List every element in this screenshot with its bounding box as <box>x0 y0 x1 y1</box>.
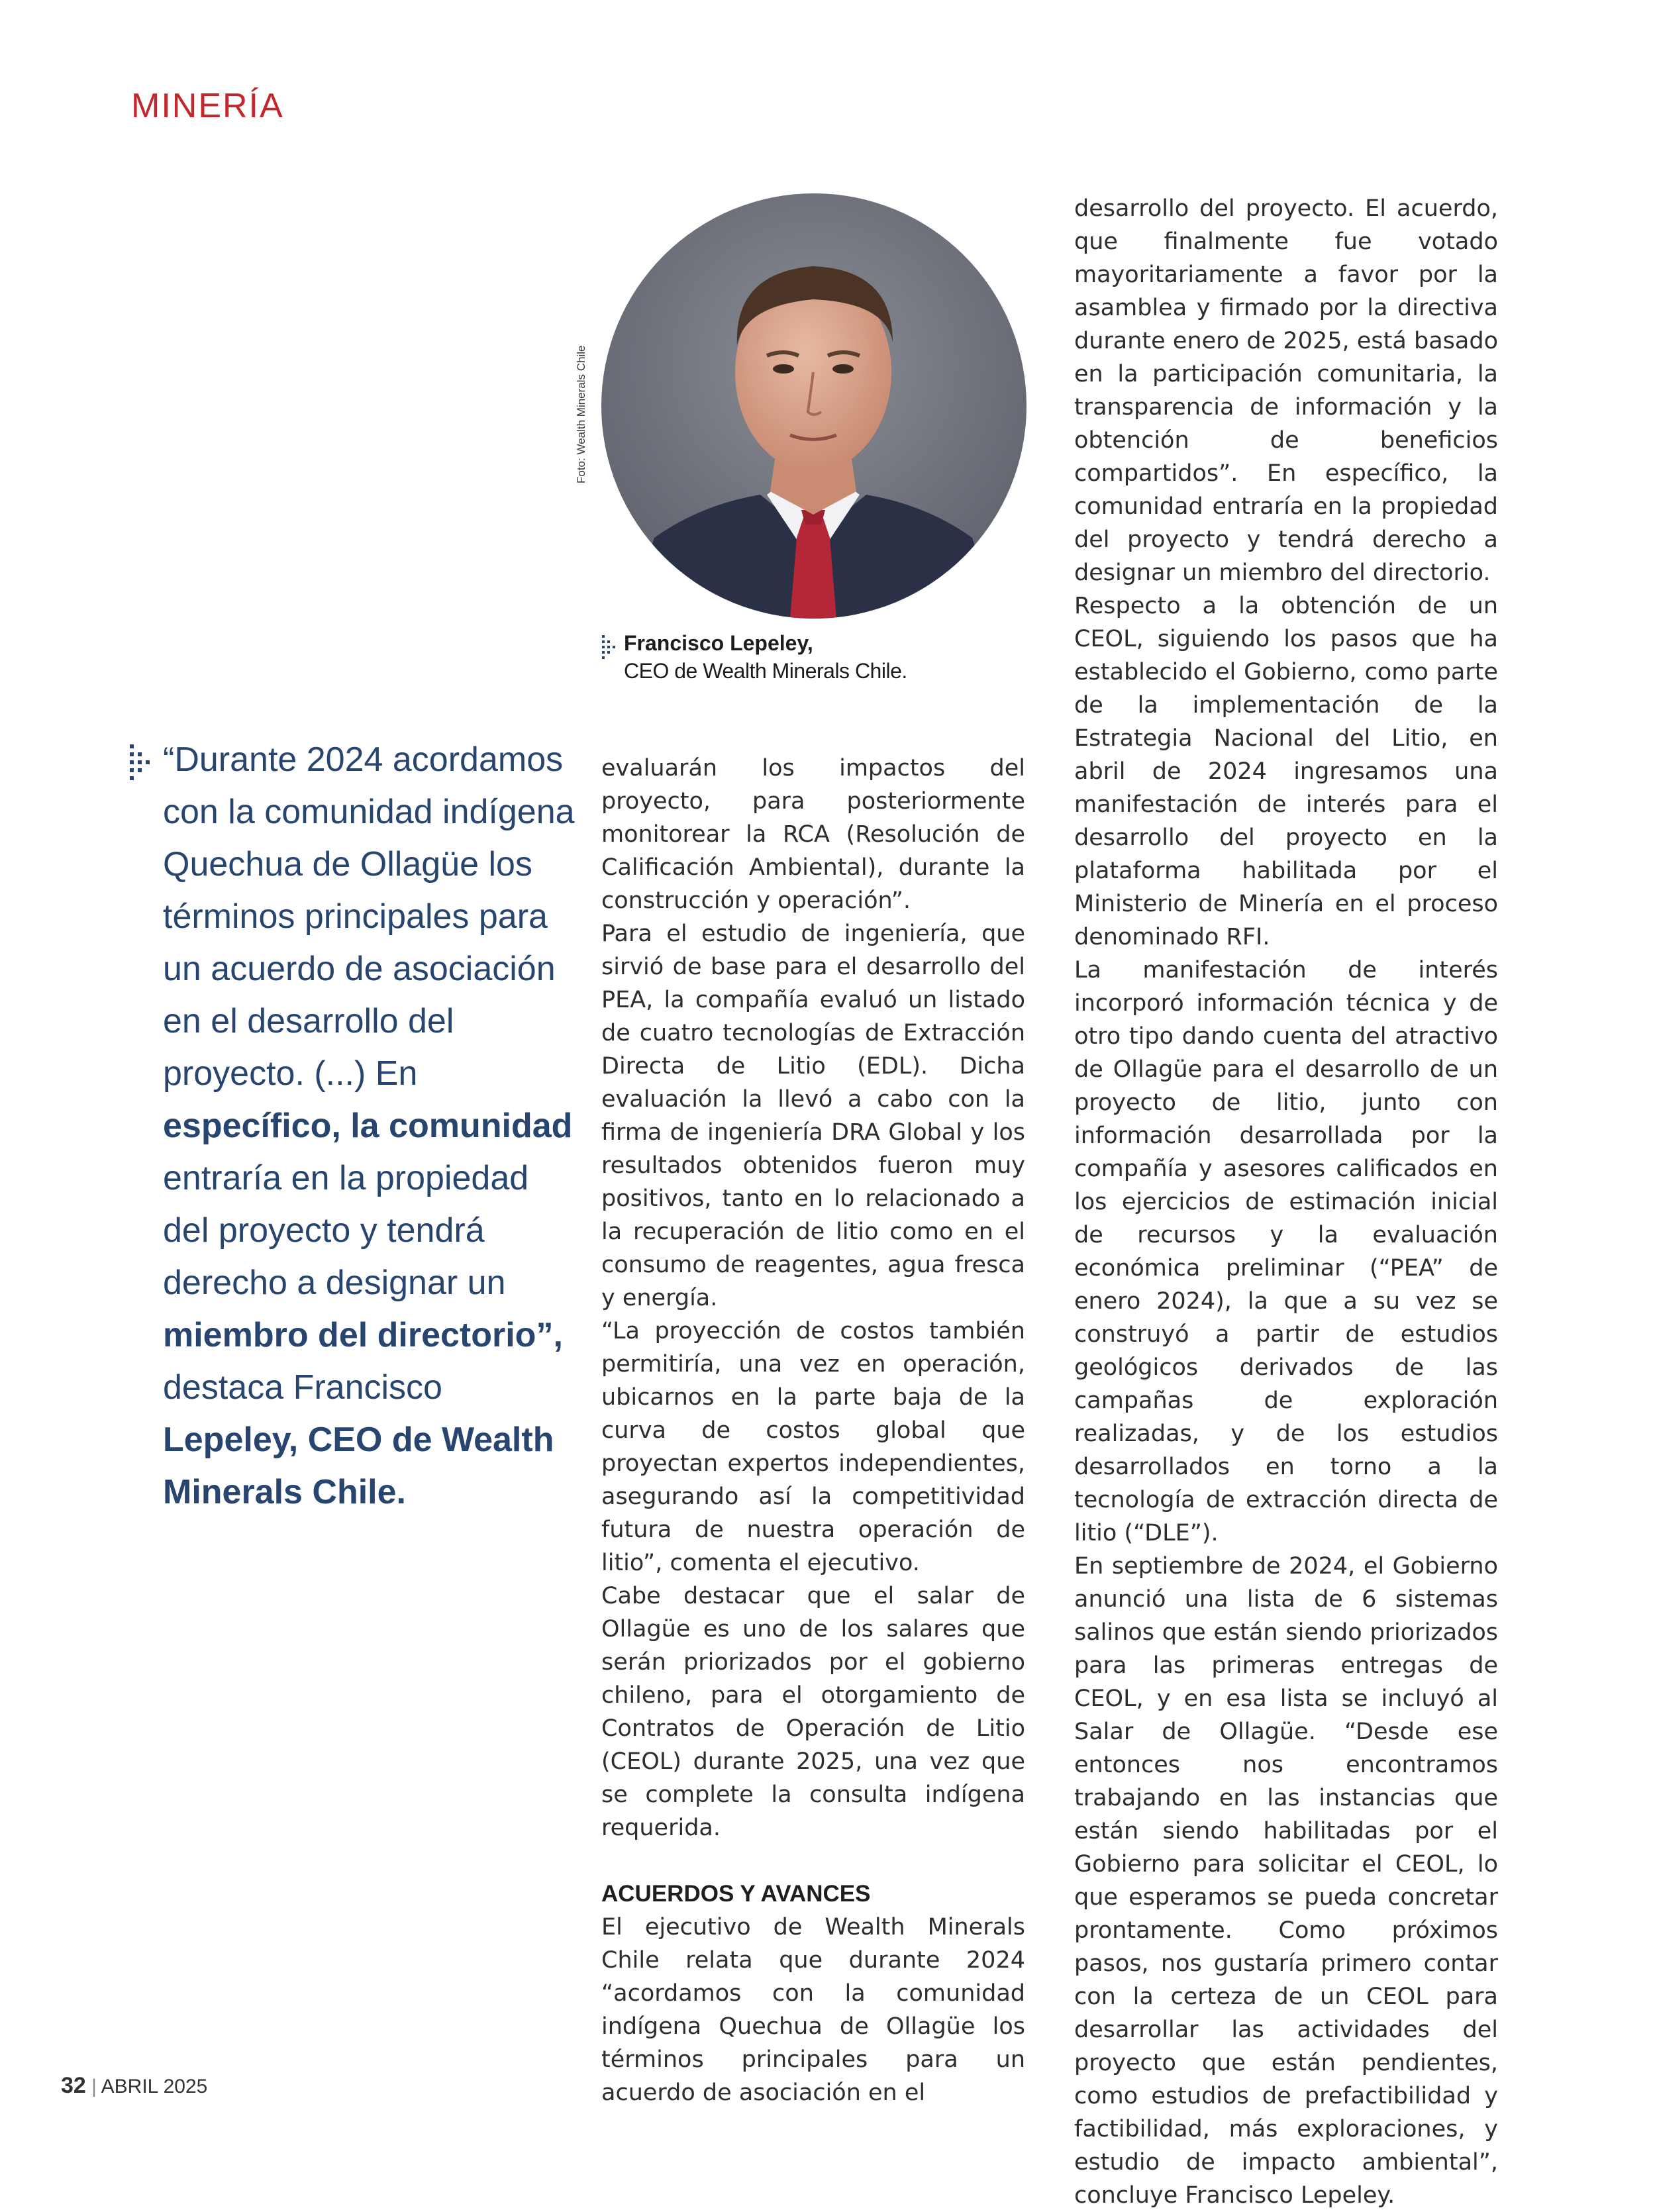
paragraph: En septiembre de 2024, el Gobierno anunció una lista de 6 sistemas salinos que están siendo priorizados para las primeras entregas de CEOL, y en esa lista se incluyó al Salar de Ollagüe. “Desde ese entonces nos encontramos trabajando en las instancias que están siendo habilitadas por el Gobierno para solicitar el CEOL, lo que esperamos se pueda concretar prontamente. Como próximos pasos, nos gustaría primero contar con la certeza de un CEOL para desarrollar las actividades del proyecto que están pendientes, como estudios de prefactibilidad y factibilidad, más exploraciones, y estudio de impacto ambiental”, concluye Francisco Lepeley. <box>1074 1553 1498 2209</box>
section-title: MINERÍA <box>131 87 284 125</box>
footer-separator: | <box>91 2076 97 2097</box>
paragraph: “La proyección de costos también permitiría, una vez en operación, ubicarnos en la parte baja de la curva de costos global que proyectan expertos independientes, asegurando así la competitividad futura de nuestra operación de litio”, comenta el ejecutivo. <box>601 1318 1025 1576</box>
pull-quote <box>128 734 579 1519</box>
portrait-photo <box>601 193 1027 619</box>
article-column-right <box>1074 192 1498 2212</box>
paragraph: evaluarán los impactos del proyecto, para posteriormente monitorear la RCA (Resolución de Calificación Ambiental), durante la construcción y operación”. <box>601 755 1025 914</box>
pull-quote-text: “Durante 2024 acordamos con la comunidad indígena Quechua de Ollagüe los términos principales para un acuerdo de asociación en el desarrollo del proyecto. (...) En específico, la comunidad entraría en la propiedad del proyecto y tendrá derecho a designar un miembro del directorio”, destaca Francisco Lepeley, CEO de Wealth Minerals Chile. <box>163 740 575 1511</box>
paragraph: desarrollo del proyecto. El acuerdo, que finalmente fue votado mayoritariamente a favor por la asamblea y firmado por la directiva durante enero de 2025, está basado en la participación comunitaria, la transparencia de información y la obtención de beneficios compartidos”. En específico, la comunidad entraría en la propiedad del proyecto y tendrá derecho a designar un miembro del directorio. <box>1074 195 1498 586</box>
issue-date: ABRIL 2025 <box>101 2076 208 2097</box>
photo-credit: Foto: Wealth Minerals Chile <box>575 345 587 483</box>
photo-caption <box>601 629 999 685</box>
page-number: 32 <box>61 2073 86 2098</box>
paragraph: Para el estudio de ingeniería, que sirvió de base para el desarrollo del PEA, la compañía evaluó un listado de cuatro tecnologías de Extracción Directa de Litio (EDL). Dicha evaluación la llevó a cabo con la firma de ingeniería DRA Global y los resultados obtenidos fueron muy positivos, tanto en lo relacionado a la recuperación de litio como en el consumo de reagentes, agua fresca y energía. <box>601 921 1025 1311</box>
page-footer <box>61 2073 207 2099</box>
article-column-middle <box>601 752 1025 2109</box>
paragraph: Respecto a la obtención de un CEOL, siguiendo los pasos que ha establecido el Gobierno, como parte de la implementación de la Estrategia Nacional del Litio, en abril de 2024 ingresamos una manifestación de interés para el desarrollo del proyecto en la plataforma habilitada por el Ministerio de Minería en el proceso denominado RFI. <box>1074 593 1498 950</box>
section-subheading: ACUERDOS Y AVANCES <box>601 1881 871 1907</box>
paragraph: La manifestación de interés incorporó información técnica y de otro tipo dando cuenta del atractivo de Ollagüe para el desarrollo de un proyecto de litio, junto con información desarrollada por la compañía y asesores calificados en los ejercicios de estimación inicial de recursos y la evaluación económica preliminar (“PEA” de enero 2024), la que a su vez se construyó a partir de estudios geológicos derivados de las campañas de exploración realizadas, y de los estudios desarrollados en torno a la tecnología de extracción directa de litio (“DLE”). <box>1074 957 1498 1546</box>
caption-name: Francisco Lepeley, <box>624 631 813 655</box>
dotted-arrow-icon <box>601 634 619 666</box>
paragraph: Cabe destacar que el salar de Ollagüe es uno de los salares que serán priorizados por el gobierno chileno, para el otorgamiento de Contratos de Operación de Litio (CEOL) durante 2025, una vez que se complete la consulta indígena requerida. <box>601 1583 1025 1841</box>
caption-role: CEO de Wealth Minerals Chile. <box>624 659 907 683</box>
dotted-arrow-icon <box>128 743 155 785</box>
paragraph: El ejecutivo de Wealth Minerals Chile relata que durante 2024 “acordamos con la comunidad indígena Quechua de Ollagüe los términos principales para un acuerdo de asociación en el <box>601 1914 1025 2106</box>
